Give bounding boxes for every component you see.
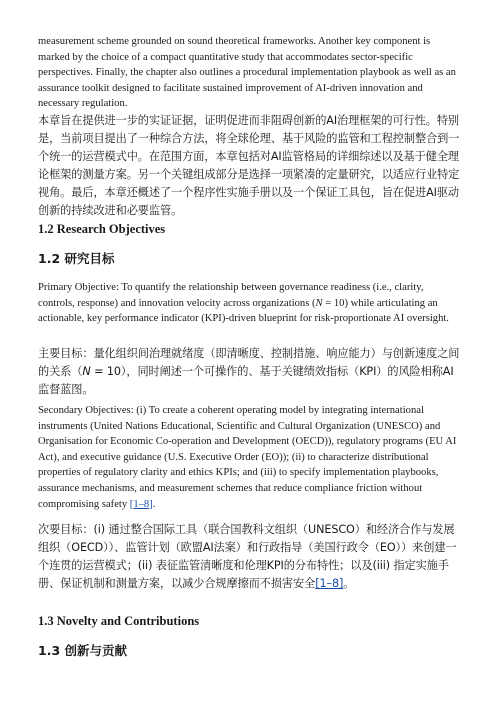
primary-en-text-b: = 10) while articulating an actionable, key performance indicator (KPI)-driven blueprint for risk-proportionate AI oversight. (38, 297, 449, 325)
secondary-zh-text: 次要目标：(i) 通过整合国际工具（联合国教科文组织（UNESCO）和经济合作与发展组织（OECD））、监管计划（欧盟AI法案）和行政指导（美国行政令（EO））来创建一个连贯的运营模式；(ii) 表征监管清晰度和伦理KPI的分布特性；以及(iii) 指定实施手册、保证机制和测量方案，以减少合规摩擦而不损害安全 (38, 523, 457, 590)
paragraph-primary-objective-zh (38, 345, 460, 399)
paragraph-intro-en: measurement scheme grounded on sound theoretical frameworks. Another key component is marked by the choice of a compact quantitative study that accommodates sector-specific perspectives. Finally, the chapter also outlines a procedural implementation playbook as well as an assurance toolkit designed to facilitate sustained improvement of AI-driven innovation and necessary regulation. (38, 36, 456, 110)
primary-en-text-a: Primary Objective: To quantify the relationship between governance readiness (i.e., clarity, controls, response) and innovation velocity across organizations ( (38, 282, 424, 309)
primary-zh-text-a: 主要目标：量化组织间治理就绪度（即清晰度、控制措施、响应能力）与创新速度之间的关系（ (38, 347, 460, 378)
section-heading-novelty-zh: 1.3 创新与贡献 (38, 643, 127, 658)
section-heading-objectives-en: 1.2 Research Objectives (38, 222, 166, 236)
section-heading-objectives-zh: 1.2 研究目标 (38, 251, 115, 266)
citation-link-zh[interactable]: [1–8] (315, 577, 344, 590)
paragraph-primary-objective-en (38, 280, 460, 327)
secondary-en-end: . (152, 498, 156, 510)
sample-size-symbol-zh: N (82, 365, 91, 378)
paragraph-secondary-objectives-zh (38, 521, 460, 593)
citation-link[interactable]: [1–8] (129, 498, 153, 510)
sample-size-symbol: N (315, 297, 323, 309)
secondary-en-text: Secondary Objectives: (i) To create a coherent operating model by integrating international instruments (United Nations Educational, Scientific and Cultural Organization (UNESCO) and Organisation for Economic Co-operation and Development (OECD)), regulatory programs (EU AI Act), and executive guidance (U.S. Executive Order (EO)); (ii) to characterize distributional properties of regulatory clarity and ethics KPIs; and (iii) to specify implementation playbooks, assurance mechanisms, and measurement schemes that reduce compliance friction without compromising safety (38, 405, 457, 510)
paragraph-secondary-objectives-en (38, 403, 460, 512)
paragraph-intro-zh: 本章旨在提供进一步的实证证据，证明促进而非阻碍创新的AI治理框架的可行性。特别是，当前项目提出了一种综合方法，将全球伦理、基于风险的监管和工程控制整合到一个统一的运营模式中。在范围方面，本章包括对AI监管格局的详细综述以及基于健全理论框架的测量方案。另一个关键组成部分是选择一项紧凑的定量研究，以适应行业特定视角。最后，本章还概述了一个程序性实施手册以及一个保证工具包，旨在促进AI驱动创新的持续改进和必要监管。 (38, 114, 460, 217)
section-heading-novelty-en: 1.3 Novelty and Contributions (38, 614, 200, 628)
secondary-zh-end: 。 (343, 577, 355, 590)
primary-zh-text-b: = 10），同时阐述一个可操作的、基于关键绩效指标（KPI）的风险相称AI监督蓝图。 (38, 365, 454, 396)
